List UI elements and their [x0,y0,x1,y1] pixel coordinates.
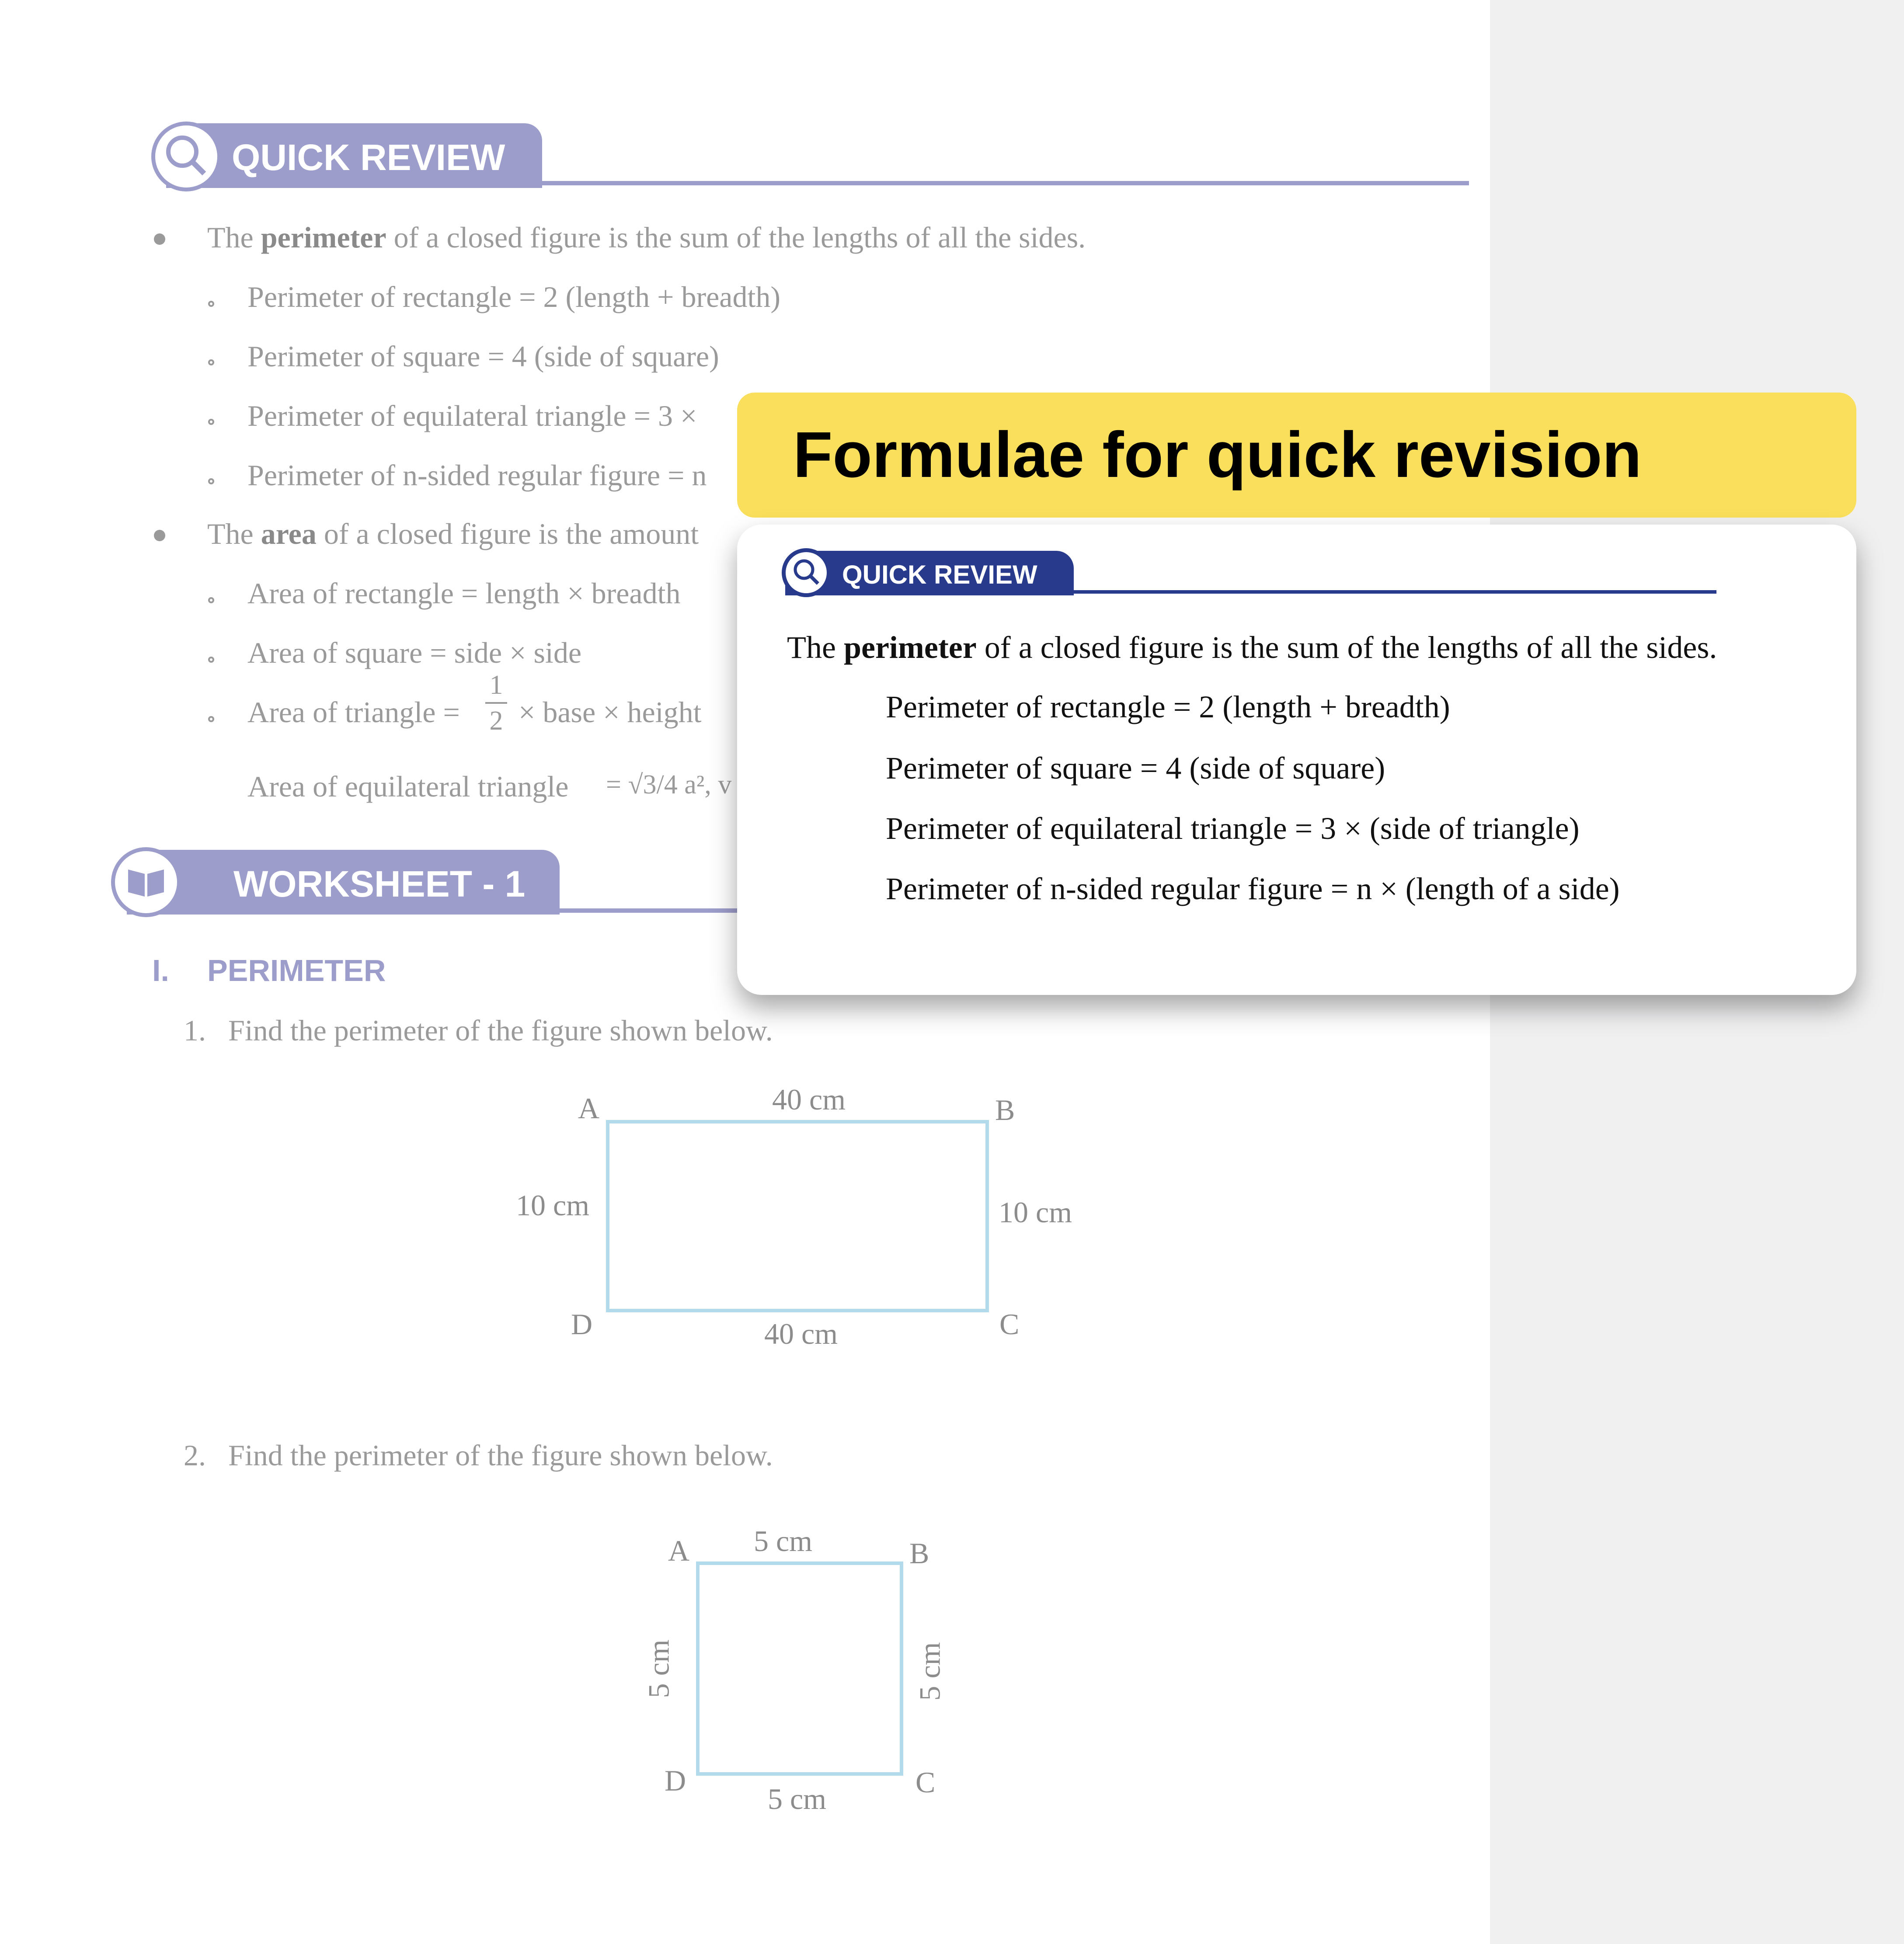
vertex-label: D [665,1764,686,1797]
quick-review-header [166,123,542,188]
sub-item: Area of rectangle = length × breadth [247,577,681,610]
bullet [154,530,165,541]
question-text: Find the perimeter of the figure shown below. [228,1014,773,1047]
revision-banner [737,393,1856,518]
question-text: Find the perimeter of the figure shown below. [228,1439,773,1472]
side-length-label: 5 cm [754,1524,813,1558]
card-formula: Perimeter of rectangle = 2 (length + breadth) [886,689,1450,724]
banner-title: Formulae for quick revision [793,419,1642,491]
rectangle-figure [606,1120,989,1312]
quick-review-title: QUICK REVIEW [232,137,505,178]
square-figure [696,1561,903,1776]
area-definition: The area of a closed figure is the amount [207,517,699,550]
equilateral-area: Area of equilateral triangle [247,770,569,803]
sub-item: Perimeter of equilateral triangle = 3 × [247,399,697,432]
section-number: I. [152,953,169,988]
sub-item: Area of square = side × side [247,636,582,669]
side-length-label: 5 cm [768,1782,827,1815]
vertex-label: A [668,1534,690,1567]
side-length-label: 10 cm [999,1196,1072,1229]
side-length-label: 5 cm [913,1642,947,1701]
question-number: 2. [184,1439,206,1472]
card-header-title: QUICK REVIEW [842,560,1037,589]
card-intro: The perimeter of a closed figure is the sum of the lengths of all the sides. [787,630,1717,665]
sub-item: Perimeter of n-sided regular figure = n [247,459,707,492]
sub-bullet [208,419,214,425]
side-length-label: 40 cm [772,1083,846,1116]
equilateral-area-formula: = √3/4 a², v [606,770,732,800]
fraction-half: 1 2 [485,671,507,734]
card-header [785,551,1074,595]
sub-bullet [208,657,214,663]
card-formula: Perimeter of n-sided regular figure = n × (length of a side) [886,871,1620,906]
vertex-label: B [995,1093,1015,1127]
quick-review-rule [525,181,1469,185]
book-icon [111,847,181,917]
magnifier-icon [151,122,221,191]
side-length-label: 5 cm [642,1639,675,1698]
bullet [154,233,165,245]
sub-item: Perimeter of rectangle = 2 (length + breadth) [247,280,780,313]
vertex-label: A [578,1092,600,1125]
sub-bullet [208,478,214,484]
sub-item: Area of triangle = [247,696,460,729]
side-length-label: 10 cm [516,1189,590,1222]
question-number: 1. [184,1014,206,1047]
quick-review-card [737,525,1856,995]
worksheet-rule [546,908,739,913]
sub-bullet [208,359,214,365]
side-length-label: 40 cm [764,1317,838,1350]
card-rule [1043,590,1716,594]
sub-item: × base × height [519,696,702,729]
vertex-label: B [909,1537,929,1570]
worksheet-header [127,850,560,915]
sub-bullet [208,597,214,603]
magnifier-icon [782,548,831,597]
sub-bullet [208,716,214,722]
card-formula: Perimeter of square = 4 (side of square) [886,751,1385,786]
section-title: PERIMETER [207,953,386,988]
vertex-label: D [571,1308,593,1341]
perimeter-definition: The perimeter of a closed figure is the sum of the lengths of all the sides. [207,221,1086,254]
vertex-label: C [999,1308,1020,1341]
card-formula: Perimeter of equilateral triangle = 3 × (side of triangle) [886,811,1580,846]
vertex-label: C [915,1766,936,1799]
worksheet-title: WORKSHEET - 1 [233,863,526,904]
sub-bullet [208,301,214,307]
sub-item: Perimeter of square = 4 (side of square) [247,340,719,373]
